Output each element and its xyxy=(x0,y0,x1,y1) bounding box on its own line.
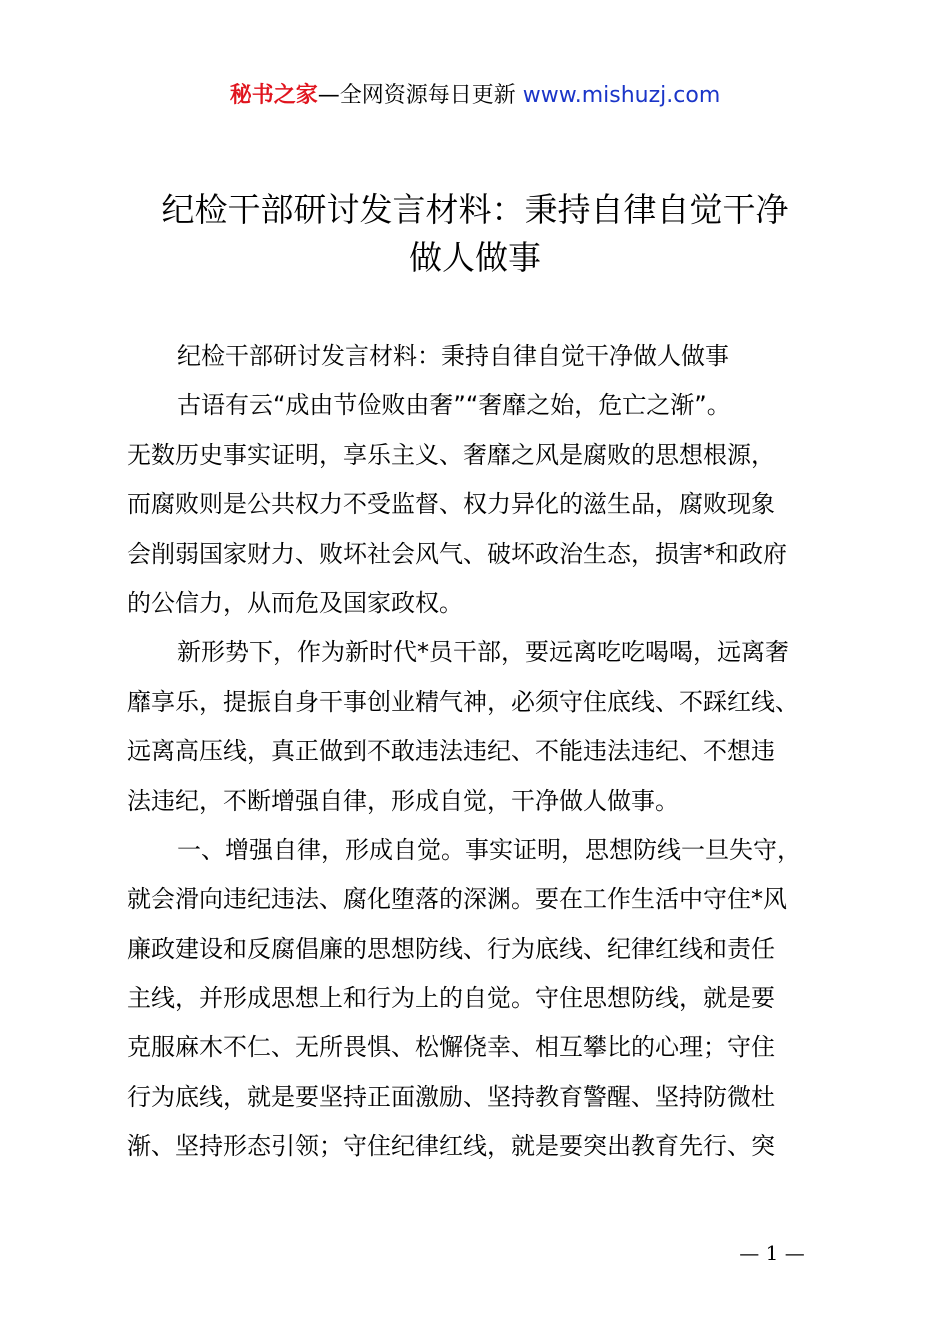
body-line: 一、增强自律，形成自觉。事实证明，思想防线一旦失守， xyxy=(177,835,801,864)
body-line: 远离高压线，真正做到不敢违法违纪、不能违法违纪、不想违 xyxy=(127,737,775,766)
body-line: 纪检干部研讨发言材料：秉持自律自觉干净做人做事 xyxy=(177,342,729,370)
body-line: 而腐败则是公共权力不受监督、权力异化的滋生品，腐败现象 xyxy=(127,490,775,519)
body-line: 新形势下，作为新时代*员干部，要远离吃吃喝喝，远离奢 xyxy=(177,638,789,667)
site-url-link[interactable]: www.mishuzj.com xyxy=(522,83,721,108)
body-line: 法违纪，不断增强自律，形成自觉，干净做人做事。 xyxy=(127,786,679,815)
body-line: 无数历史事实证明，享乐主义、奢靡之风是腐败的思想根源， xyxy=(127,440,775,469)
document-title xyxy=(0,186,950,282)
body-line: 渐、坚持形态引领；守住纪律红线，就是要突出教育先行、突 xyxy=(127,1132,775,1161)
body-line: 克服麻木不仁、无所畏惧、松懈侥幸、相互攀比的心理；守住 xyxy=(127,1033,775,1062)
page-number: — 1 — xyxy=(739,1241,805,1265)
body-line: 行为底线，就是要坚持正面激励、坚持教育警醒、坚持防微杜 xyxy=(127,1082,775,1111)
document-title-line-1: 纪检干部研讨发言材料：秉持自律自觉干净 xyxy=(161,190,789,229)
body-line: 会削弱国家财力、败坏社会风气、破坏政治生态，损害*和政府 xyxy=(127,539,787,568)
body-line: 古语有云“成由节俭败由奢”“奢靡之始，危亡之渐”。 xyxy=(177,391,731,420)
body-line: 廉政建设和反腐倡廉的思想防线、行为底线、纪律红线和责任 xyxy=(127,934,775,963)
body-line: 就会滑向违纪违法、腐化堕落的深渊。要在工作生活中守住*风 xyxy=(127,885,787,914)
document-body xyxy=(127,332,837,1172)
body-line: 主线，并形成思想上和行为上的自觉。守住思想防线，就是要 xyxy=(127,984,775,1013)
document-title-line-2: 做人做事 xyxy=(409,238,541,277)
body-line: 的公信力，从而危及国家政权。 xyxy=(127,588,463,617)
site-brand: 秘书之家 xyxy=(229,83,318,108)
body-line: 靡享乐，提振自身干事创业精气神，必须守住底线、不踩红线、 xyxy=(127,687,799,716)
site-header xyxy=(0,80,950,112)
site-tagline: —全网资源每日更新 xyxy=(317,83,523,108)
